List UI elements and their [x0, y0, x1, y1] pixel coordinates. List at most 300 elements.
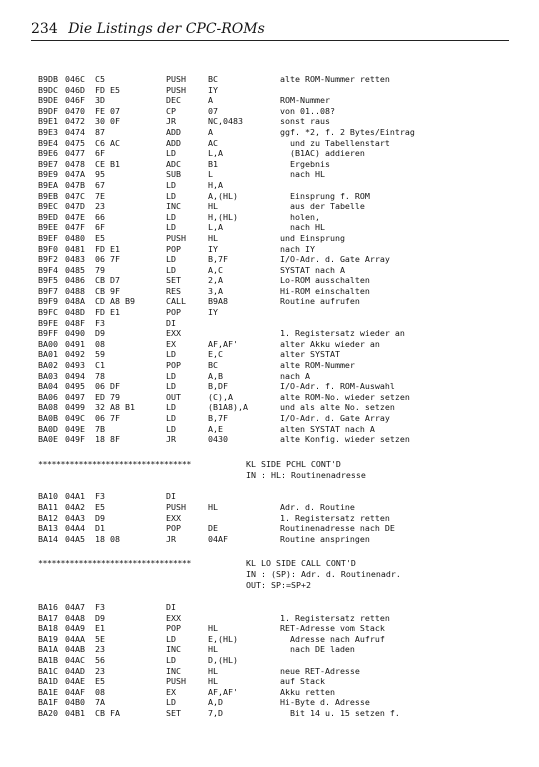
address: BA16	[38, 601, 58, 612]
mnemonic: LD	[166, 349, 176, 360]
address: B9EB	[38, 190, 58, 201]
listing-line	[38, 74, 518, 85]
mnemonic: LD	[166, 413, 176, 423]
operand: B,DF	[208, 381, 228, 392]
listing-line	[38, 180, 518, 191]
operand: BC	[208, 360, 218, 371]
listing-line	[38, 708, 518, 719]
comment: alte Konfig. wieder setzen	[280, 434, 410, 445]
mnemonic: ADD	[166, 137, 181, 148]
operand: HL	[208, 201, 218, 212]
mnemonic: LD	[166, 211, 176, 222]
mnemonic: LD	[166, 654, 176, 665]
address: B9DE	[38, 95, 58, 106]
comment: Adresse nach Aufruf	[280, 633, 385, 644]
mnemonic: LD	[166, 697, 176, 708]
rom-offset: 04A1	[65, 491, 85, 502]
rom-offset: 048D	[65, 307, 85, 318]
operand: A,D	[208, 697, 223, 708]
rom-offset: 0472	[65, 116, 85, 127]
comment: (B1AC) addieren	[280, 148, 365, 159]
rom-offset: 0474	[65, 126, 85, 137]
rom-offset: 046D	[65, 84, 85, 95]
comment: Bit 14 u. 15 setzen f.	[280, 707, 400, 718]
comment: und als alte No. setzen	[280, 402, 395, 413]
listing-line	[38, 201, 518, 212]
mnemonic: JR	[166, 434, 176, 445]
opcode-bytes: 32 A8 B1	[95, 402, 135, 413]
address: B9E7	[38, 158, 58, 169]
mnemonic: SUB	[166, 169, 181, 180]
mnemonic: PUSH	[166, 74, 186, 84]
rom-offset: 048F	[65, 317, 85, 328]
mnemonic: POP	[166, 360, 181, 371]
opcode-bytes: CD A8 B9	[95, 296, 135, 307]
mnemonic: DI	[166, 601, 176, 612]
opcode-bytes: 18 8F	[95, 434, 120, 445]
comment: alter Akku wieder an	[280, 338, 380, 349]
address: B9ED	[38, 211, 58, 222]
comment: Routinenadresse nach DE	[280, 523, 395, 534]
opcode-bytes: 08	[95, 338, 105, 349]
listing-line	[38, 265, 518, 276]
mnemonic: ADC	[166, 158, 181, 169]
opcode-bytes: 6F	[95, 222, 105, 233]
operand: 04AF	[208, 533, 228, 544]
listing-line	[38, 116, 518, 127]
rom-offset: 04A4	[65, 523, 85, 534]
section-title: KL LO SIDE CALL CONT'D	[246, 558, 356, 569]
operand: BC	[208, 74, 218, 84]
section-description	[38, 569, 518, 580]
address: BA0B	[38, 413, 58, 423]
rom-offset: 04A9	[65, 623, 85, 634]
listing-line	[38, 222, 518, 233]
opcode-bytes: 23	[95, 201, 105, 212]
mnemonic: LD	[166, 264, 176, 275]
address: BA1C	[38, 665, 58, 676]
mnemonic: POP	[166, 523, 181, 534]
address: B9FC	[38, 307, 58, 318]
address: BA0E	[38, 434, 58, 445]
comment: SYSTAT nach A	[280, 264, 345, 275]
operand: A,C	[208, 264, 223, 275]
address: BA1D	[38, 676, 58, 687]
listing-line	[38, 275, 518, 286]
operand: A	[208, 126, 213, 137]
page-number: 234	[31, 21, 58, 37]
rom-offset: 047D	[65, 201, 85, 212]
address: BA02	[38, 360, 58, 371]
address: B9F2	[38, 254, 58, 265]
address: B9E9	[38, 169, 58, 180]
operand: HL	[208, 623, 218, 634]
address: B9EF	[38, 232, 58, 243]
address: BA0D	[38, 423, 58, 434]
comment: alte ROM-Nummer	[280, 360, 355, 371]
rom-offset: 0488	[65, 285, 85, 296]
address: B9DF	[38, 105, 58, 116]
rom-offset: 047F	[65, 222, 85, 233]
mnemonic: LD	[166, 179, 176, 190]
listing-line	[38, 666, 518, 677]
listing-line	[38, 676, 518, 687]
operand: D,(HL)	[208, 654, 238, 665]
mnemonic: RES	[166, 285, 181, 296]
listing-line	[38, 106, 518, 117]
operand: E,C	[208, 349, 223, 360]
opcode-bytes: 7E	[95, 190, 105, 201]
mnemonic: INC	[166, 644, 181, 655]
operand: 0430	[208, 434, 228, 445]
comment: und zu Tabellenstart	[280, 137, 390, 148]
mnemonic: PUSH	[166, 84, 186, 95]
address: B9E4	[38, 137, 58, 148]
mnemonic: LD	[166, 402, 176, 413]
rom-offset: 04AD	[65, 665, 85, 676]
rom-offset: 0483	[65, 254, 85, 265]
listing-line	[38, 534, 518, 545]
rom-offset: 04A8	[65, 612, 85, 623]
opcode-bytes: 30 0F	[95, 116, 120, 127]
rom-offset: 04AF	[65, 686, 85, 697]
rom-offset: 0492	[65, 349, 85, 360]
rom-offset: 0497	[65, 391, 85, 402]
opcode-bytes: 5E	[95, 633, 105, 644]
address: BA06	[38, 391, 58, 402]
listing-line	[38, 402, 518, 413]
mnemonic: LD	[166, 370, 176, 381]
mnemonic: JR	[166, 116, 176, 127]
comment: Routine aufrufen	[280, 296, 360, 307]
operand: L	[208, 169, 213, 180]
listing-line	[38, 513, 518, 524]
section-separator	[38, 459, 518, 470]
comment: alter SYSTAT	[280, 349, 340, 360]
rom-offset: 049E	[65, 423, 85, 434]
rom-offset: 0491	[65, 338, 85, 349]
comment: nach DE laden	[280, 644, 355, 655]
operand: H,A	[208, 179, 223, 190]
address: B9E3	[38, 126, 58, 137]
operand: L,A	[208, 222, 223, 233]
operand: A,B	[208, 370, 223, 381]
operand: 2,A	[208, 275, 223, 286]
opcode-bytes: CB D7	[95, 275, 120, 286]
comment: sonst raus	[280, 116, 330, 127]
comment: 1. Registersatz wieder an	[280, 328, 405, 339]
opcode-bytes: 95	[95, 169, 105, 180]
mnemonic: LD	[166, 148, 176, 159]
address: B9DB	[38, 74, 58, 84]
address: B9EA	[38, 179, 58, 190]
listing-line	[38, 138, 518, 149]
opcode-bytes: 87	[95, 126, 105, 137]
listing-line	[38, 634, 518, 645]
operand: HL	[208, 501, 218, 512]
rom-offset: 04AB	[65, 644, 85, 655]
listing-line	[38, 371, 518, 382]
rom-offset: 0494	[65, 370, 85, 381]
listing-line	[38, 613, 518, 624]
mnemonic: EXX	[166, 512, 181, 523]
opcode-bytes: 18 08	[95, 533, 120, 544]
mnemonic: SET	[166, 275, 181, 286]
mnemonic: DI	[166, 317, 176, 328]
opcode-bytes: F3	[95, 601, 105, 612]
listing-line	[38, 602, 518, 613]
address: B9DC	[38, 84, 58, 95]
comment: ggf. *2, f. 2 Bytes/Eintrag	[280, 126, 415, 137]
mnemonic: INC	[166, 665, 181, 676]
address: B9F7	[38, 285, 58, 296]
listing-line	[38, 491, 518, 502]
address: BA1B	[38, 654, 58, 665]
operand: AC	[208, 137, 218, 148]
opcode-bytes: E5	[95, 676, 105, 687]
page-header	[31, 20, 509, 41]
listing-line	[38, 85, 518, 96]
rom-offset: 04B1	[65, 707, 85, 718]
opcode-bytes: 7B	[95, 423, 105, 434]
listing-line	[38, 339, 518, 350]
address: B9E6	[38, 148, 58, 159]
comment: alten SYSTAT nach A	[280, 423, 375, 434]
comment: alte ROM-Nummer retten	[280, 74, 390, 84]
listing-line	[38, 286, 518, 297]
listing-line	[38, 296, 518, 307]
comment: Akku retten	[280, 686, 335, 697]
opcode-bytes: E5	[95, 232, 105, 243]
mnemonic: DEC	[166, 95, 181, 106]
mnemonic: POP	[166, 243, 181, 254]
comment: holen,	[280, 211, 320, 222]
rom-offset: 0485	[65, 264, 85, 275]
address: B9F5	[38, 275, 58, 286]
rom-offset: 0477	[65, 148, 85, 159]
opcode-bytes: CB FA	[95, 707, 120, 718]
comment: Lo-ROM ausschalten	[280, 275, 370, 286]
opcode-bytes: FE 07	[95, 105, 120, 116]
rom-offset: 0493	[65, 360, 85, 371]
mnemonic: EX	[166, 338, 176, 349]
listing-line	[38, 434, 518, 445]
rom-offset: 04B0	[65, 697, 85, 708]
opcode-bytes: CE B1	[95, 158, 120, 169]
section-description-text: IN : HL: Routinenadresse	[246, 469, 366, 480]
page-title: Die Listings der CPC-ROMs	[68, 21, 265, 37]
listing-line	[38, 413, 518, 424]
opcode-bytes: 06 7F	[95, 254, 120, 265]
rom-offset: 049F	[65, 434, 85, 445]
operand: IY	[208, 84, 218, 95]
opcode-bytes: 7A	[95, 697, 105, 708]
comment: Ergebnis	[280, 158, 330, 169]
mnemonic: LD	[166, 633, 176, 644]
mnemonic: LD	[166, 423, 176, 434]
rom-offset: 04AC	[65, 654, 85, 665]
rom-offset: 048A	[65, 296, 85, 307]
opcode-bytes: D9	[95, 612, 105, 623]
comment: nach A	[280, 370, 310, 381]
opcode-bytes: 06 7F	[95, 413, 120, 423]
rom-offset: 04A5	[65, 533, 85, 544]
mnemonic: EX	[166, 686, 176, 697]
listing-line	[38, 328, 518, 339]
operand: 7,D	[208, 707, 223, 718]
operand: AF,AF'	[208, 686, 238, 697]
operand: B,7F	[208, 413, 228, 423]
opcode-bytes: ED 79	[95, 391, 120, 402]
address: BA1A	[38, 644, 58, 655]
operand: H,(HL)	[208, 211, 238, 222]
separator-stars: **********************************	[38, 558, 191, 569]
operand: A,E	[208, 423, 223, 434]
address: B9F9	[38, 296, 58, 307]
opcode-bytes: 66	[95, 211, 105, 222]
comment: I/O-Adr. d. Gate Array	[280, 254, 390, 265]
address: B9FE	[38, 317, 58, 328]
address: BA01	[38, 349, 58, 360]
rom-offset: 047B	[65, 179, 85, 190]
address: BA00	[38, 338, 58, 349]
listing-line	[38, 360, 518, 371]
mnemonic: PUSH	[166, 676, 186, 687]
listing-line	[38, 644, 518, 655]
opcode-bytes: 06 DF	[95, 381, 120, 392]
rom-offset: 047A	[65, 169, 85, 180]
listing-line	[38, 148, 518, 159]
comment: alte ROM-No. wieder setzen	[280, 391, 410, 402]
rom-offset: 04A2	[65, 501, 85, 512]
opcode-bytes: C1	[95, 360, 105, 371]
opcode-bytes: 6F	[95, 148, 105, 159]
comment: neue RET-Adresse	[280, 665, 360, 676]
operand: NC,0483	[208, 116, 243, 127]
rom-offset: 0495	[65, 381, 85, 392]
opcode-bytes: FD E5	[95, 84, 120, 95]
opcode-bytes: 08	[95, 686, 105, 697]
rom-offset: 04A7	[65, 601, 85, 612]
opcode-bytes: C6 AC	[95, 137, 120, 148]
comment: Hi-Byte d. Adresse	[280, 697, 370, 708]
mnemonic: ADD	[166, 126, 181, 137]
listing-line	[38, 502, 518, 513]
address: BA18	[38, 623, 58, 634]
opcode-bytes: CB 9F	[95, 285, 120, 296]
section-description-text: OUT: SP:=SP+2	[246, 580, 311, 591]
listing-line	[38, 697, 518, 708]
rom-offset: 0490	[65, 328, 85, 339]
opcode-bytes: E1	[95, 623, 105, 634]
operand: IY	[208, 243, 218, 254]
rom-offset: 0480	[65, 232, 85, 243]
opcode-bytes: 79	[95, 264, 105, 275]
comment: 1. Registersatz retten	[280, 612, 390, 623]
operand: IY	[208, 307, 218, 318]
mnemonic: POP	[166, 307, 181, 318]
mnemonic: PUSH	[166, 501, 186, 512]
comment: und Einsprung	[280, 232, 345, 243]
rom-offset: 047E	[65, 211, 85, 222]
mnemonic: LD	[166, 222, 176, 233]
mnemonic: INC	[166, 201, 181, 212]
listing-line	[38, 169, 518, 180]
rom-offset: 04AE	[65, 676, 85, 687]
operand: A	[208, 95, 213, 106]
address: B9FF	[38, 328, 58, 339]
listing-line	[38, 523, 518, 534]
opcode-bytes: FD E1	[95, 243, 120, 254]
rom-offset: 04A3	[65, 512, 85, 523]
comment: nach HL	[280, 222, 325, 233]
comment: aus der Tabelle	[280, 201, 365, 212]
listing-line	[38, 424, 518, 435]
listing-line	[38, 191, 518, 202]
operand: (C),A	[208, 391, 233, 402]
mnemonic: JR	[166, 533, 176, 544]
address: BA20	[38, 707, 58, 718]
section-description-text: IN : (SP): Adr. d. Routinenadr.	[246, 569, 401, 580]
operand: 3,A	[208, 285, 223, 296]
operand: HL	[208, 665, 218, 676]
section-description	[38, 580, 518, 591]
comment: I/O-Adr. d. Gate Array	[280, 413, 390, 423]
listing-line	[38, 233, 518, 244]
opcode-bytes: FD E1	[95, 307, 120, 318]
rom-offset: 049C	[65, 413, 85, 423]
comment: von 01..08?	[280, 105, 335, 116]
mnemonic: LD	[166, 254, 176, 265]
operand: B,7F	[208, 254, 228, 265]
opcode-bytes: E5	[95, 501, 105, 512]
comment: Hi-ROM einschalten	[280, 285, 370, 296]
rom-offset: 04AA	[65, 633, 85, 644]
comment: Einsprung f. ROM	[280, 190, 370, 201]
listing-line	[38, 655, 518, 666]
separator-stars: **********************************	[38, 458, 191, 469]
opcode-bytes: 59	[95, 349, 105, 360]
operand: B1	[208, 158, 218, 169]
opcode-bytes: 78	[95, 370, 105, 381]
comment: ROM-Nummer	[280, 95, 330, 106]
address: BA04	[38, 381, 58, 392]
listing-line	[38, 349, 518, 360]
listing-line	[38, 381, 518, 392]
address: B9EE	[38, 222, 58, 233]
rom-offset: 0470	[65, 105, 85, 116]
operand: A,(HL)	[208, 190, 238, 201]
address: B9F4	[38, 264, 58, 275]
mnemonic: DI	[166, 491, 176, 502]
comment: Adr. d. Routine	[280, 501, 355, 512]
comment: 1. Registersatz retten	[280, 512, 390, 523]
address: BA19	[38, 633, 58, 644]
opcode-bytes: 3D	[95, 95, 105, 106]
rom-offset: 0475	[65, 137, 85, 148]
rom-offset: 0481	[65, 243, 85, 254]
mnemonic: EXX	[166, 328, 181, 339]
rom-offset: 0486	[65, 275, 85, 286]
mnemonic: CP	[166, 105, 176, 116]
comment: Routine anspringen	[280, 533, 370, 544]
operand: B9A8	[208, 296, 228, 307]
operand: HL	[208, 644, 218, 655]
operand: AF,AF'	[208, 338, 238, 349]
listing-line	[38, 687, 518, 698]
opcode-bytes: 67	[95, 179, 105, 190]
operand: HL	[208, 676, 218, 687]
